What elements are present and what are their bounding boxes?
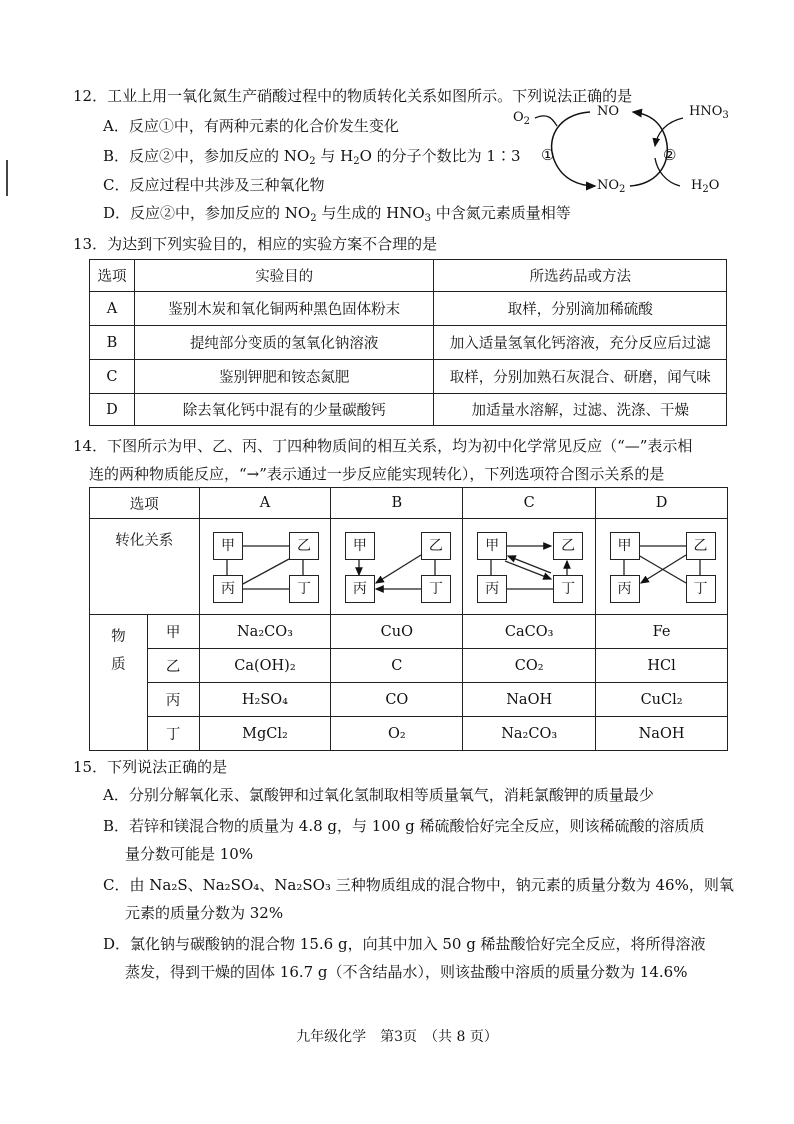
question-number: 12． bbox=[73, 87, 108, 105]
question-number: 15． bbox=[73, 758, 108, 776]
question-15-stem: 15．下列说法正确的是 bbox=[73, 758, 228, 776]
question-number: 14． bbox=[73, 437, 108, 455]
table-header-row bbox=[90, 260, 727, 292]
question-number: 13． bbox=[73, 235, 108, 253]
question-12-stem: 12．工业上用一氧化氮生产硝酸过程中的物质转化关系如图所示。下列说法正确的是 bbox=[73, 87, 633, 105]
q15-option-d-line1[interactable]: D．氯化钠与碳酸钠的混合物 15.6 g，向其中加入 50 g 稀盐酸恰好完全反应，将所得溶液 bbox=[103, 935, 706, 953]
reaction-1-marker: ① bbox=[541, 146, 555, 164]
substance-row-yi: 乙 Ca(OH)₂ C CO₂ HCl bbox=[90, 649, 728, 683]
table-row[interactable]: A 鉴别木炭和氧化铜两种黑色固体粉末 取样，分别滴加稀硫酸 bbox=[90, 292, 727, 326]
yi-box: 乙 bbox=[289, 532, 319, 560]
option-c-header: C bbox=[463, 488, 596, 519]
q15-option-a[interactable]: A．分别分解氧化汞、氯酸钾和过氧化氢制取相等质量氧气，消耗氯酸钾的质量最少 bbox=[103, 786, 654, 804]
substance-label: 物 质 bbox=[90, 615, 148, 751]
yi-box: 乙 bbox=[553, 532, 583, 560]
yi-box: 乙 bbox=[686, 532, 716, 560]
table-row[interactable]: B 提纯部分变质的氢氧化钠溶液 加入适量氢氧化钙溶液，充分反应后过滤 bbox=[90, 326, 727, 360]
substance-row-bing: 丙 H₂SO₄ CO NaOH CuCl₂ bbox=[90, 683, 728, 717]
q12-option-c[interactable]: C．反应过程中共涉及三种氧化物 bbox=[103, 176, 325, 194]
ding-box: 丁 bbox=[686, 575, 716, 603]
option-a-header: A bbox=[199, 488, 331, 519]
jia-box: 甲 bbox=[213, 532, 243, 560]
q15-option-c-line2: 元素的质量分数为 32% bbox=[125, 904, 284, 922]
table-row[interactable]: C 鉴别钾肥和铵态氮肥 取样，分别加熟石灰混合、研磨，闻气味 bbox=[90, 360, 727, 394]
substance-row-jia: 物 质 甲 Na₂CO₃ CuO CaCO₃ Fe bbox=[90, 615, 728, 649]
header-cell: 实验目的 bbox=[134, 260, 434, 292]
question-14-stem-line2: 连的两种物质能反应，“→”表示通过一步反应能实现转化），下列选项符合图示关系的是 bbox=[89, 465, 665, 483]
jia-box: 甲 bbox=[610, 532, 640, 560]
substance-row-ding: 丁 MgCl₂ O₂ Na₂CO₃ NaOH bbox=[90, 717, 728, 751]
diagram-d[interactable] bbox=[596, 519, 728, 615]
o2-label: $O_2$ bbox=[513, 110, 531, 127]
bing-box: 丙 bbox=[610, 575, 640, 603]
bing-box: 丙 bbox=[477, 575, 507, 603]
relation-diagram-row: 转化关系 甲 乙 丙 丁 甲 乙 丙 丁 甲 乙 丙 丁 甲 乙 丙 丁 bbox=[90, 519, 728, 615]
q15-option-b-line1[interactable]: B．若锌和镁混合物的质量为 4.8 g，与 100 g 稀硫酸恰好完全反应，则该稀硫酸的溶质质 bbox=[103, 817, 705, 835]
no-label: NO bbox=[597, 104, 620, 119]
table-row[interactable]: D 除去氧化钙中混有的少量碳酸钙 加适量水溶解，过滤、洗涤、干燥 bbox=[90, 394, 727, 426]
diagram-c[interactable] bbox=[463, 519, 596, 615]
yi-box: 乙 bbox=[421, 532, 451, 560]
diagram-b[interactable] bbox=[331, 519, 463, 615]
q12-option-b[interactable]: B．反应②中，参加反应的 $NO_2$ 与 $H_2O$ 的分子个数比为 1∶3 bbox=[103, 147, 521, 167]
q15-option-d-line2: 蒸发，得到干燥的固体 16.7 g（不含结晶水），则该盐酸中溶质的质量分数为 14.6% bbox=[125, 963, 688, 981]
option-b-header: B bbox=[331, 488, 463, 519]
margin-mark bbox=[6, 160, 8, 196]
q14-table bbox=[89, 487, 728, 751]
bing-box: 丙 bbox=[345, 575, 375, 603]
option-d-header: D bbox=[596, 488, 728, 519]
ding-box: 丁 bbox=[553, 575, 583, 603]
jia-box: 甲 bbox=[345, 532, 375, 560]
hno3-label: $HNO_3$ bbox=[689, 104, 729, 121]
q13-table bbox=[89, 259, 727, 426]
q12-option-a[interactable]: A．反应①中，有两种元素的化合价发生变化 bbox=[103, 117, 399, 135]
header-cell: 选项 bbox=[90, 260, 135, 292]
q15-option-b-line2: 量分数可能是 10% bbox=[125, 845, 254, 863]
ding-box: 丁 bbox=[289, 575, 319, 603]
header-cell: 所选药品或方法 bbox=[434, 260, 727, 292]
page-footer: 九年级化学 第3页 （共 8 页） bbox=[296, 1029, 498, 1045]
bing-box: 丙 bbox=[213, 575, 243, 603]
q15-option-c-line1[interactable]: C．由 Na₂S、Na₂SO₄、Na₂SO₃ 三种物质组成的混合物中，钠元素的质量分数为 46%，则氧 bbox=[103, 876, 734, 894]
diagram-a[interactable] bbox=[199, 519, 331, 615]
h2o-label: $H_2O$ bbox=[691, 178, 720, 195]
question-13-stem: 13．为达到下列实验目的，相应的实验方案不合理的是 bbox=[73, 235, 438, 253]
ding-box: 丁 bbox=[421, 575, 451, 603]
reaction-2-marker: ② bbox=[663, 146, 677, 164]
q14-header-row: 选项 A B C D bbox=[90, 488, 728, 519]
jia-box: 甲 bbox=[477, 532, 507, 560]
question-14-stem-line1: 14．下图所示为甲、乙、丙、丁四种物质间的相互关系，均为初中化学常见反应（“—”表示相 bbox=[73, 437, 693, 455]
q12-option-d[interactable]: D．反应②中，参加反应的 $NO_2$ 与生成的 $HNO_3$ 中含氮元素质量相等 bbox=[103, 204, 571, 224]
no2-label: $NO_2$ bbox=[597, 178, 626, 195]
nitric-acid-cycle-diagram bbox=[505, 100, 745, 205]
